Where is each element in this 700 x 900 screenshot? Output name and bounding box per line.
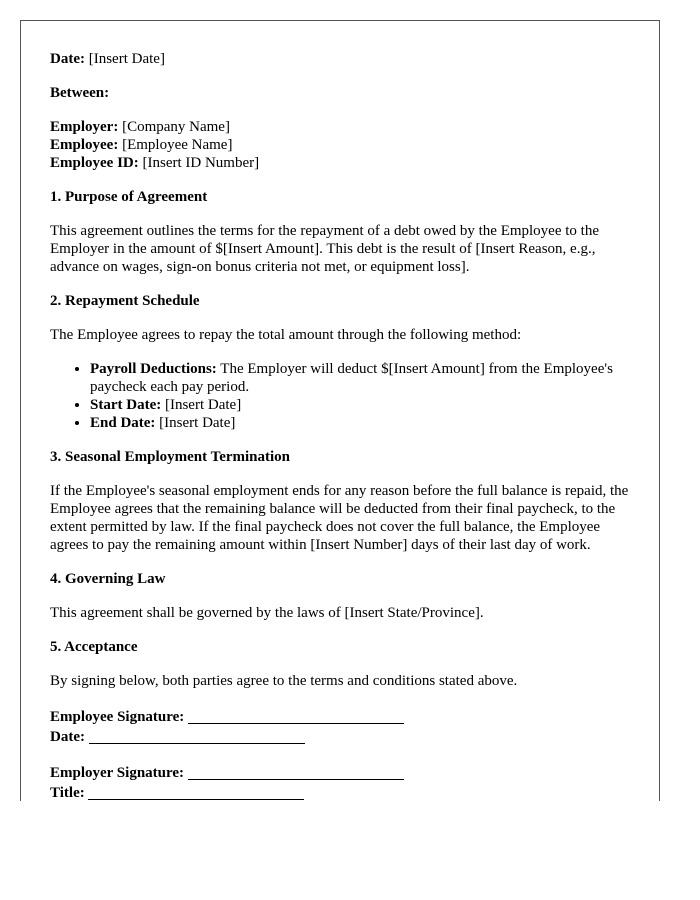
list-item-text: [Insert Date] xyxy=(164,397,242,413)
list-item-text: [Insert Date] xyxy=(159,415,236,431)
employer-value: [Company Name] xyxy=(122,119,230,135)
section-heading-termination: 3. Seasonal Employment Termination xyxy=(50,449,291,465)
section-body-repayment: The Employee agrees to repay the total amount through the following method: xyxy=(50,327,522,343)
section-body-acceptance: By signing below, both parties agree to the terms and conditions stated above. xyxy=(50,673,518,689)
employee-signature-label: Employee Signature: xyxy=(50,709,185,725)
section-body-governing-law: This agreement shall be governed by the laws of [Insert State/Province]. xyxy=(50,605,484,621)
employee-id-line xyxy=(50,154,640,172)
employer-title-field[interactable] xyxy=(88,785,304,800)
list-item xyxy=(90,414,640,432)
employer-signature-field[interactable] xyxy=(188,765,404,780)
employee-signature-block xyxy=(50,706,640,746)
section-heading-governing-law: 4. Governing Law xyxy=(50,571,166,587)
employee-signature-field[interactable] xyxy=(188,709,404,724)
document-content xyxy=(50,50,640,801)
employee-date-label: Date: xyxy=(50,729,85,745)
employer-title-label: Title: xyxy=(50,785,85,801)
date-label: Date: xyxy=(50,51,85,67)
section-heading-acceptance: 5. Acceptance xyxy=(50,639,138,655)
employer-line xyxy=(50,118,640,136)
employee-label: Employee: xyxy=(50,137,119,153)
date-value: [Insert Date] xyxy=(88,51,165,67)
employer-label: Employer: xyxy=(50,119,119,135)
section-body-purpose: This agreement outlines the terms for the repayment of a debt owed by the Employee to the Employer in the amount of $[Insert Amount]. This debt is the result of [Insert Reason, e.g., advance on wages, sign-on bonus criteria not met, or equipment loss]. xyxy=(50,223,599,275)
parties-block xyxy=(50,118,640,172)
employee-signature-line xyxy=(50,706,640,726)
section-heading-repayment: 2. Repayment Schedule xyxy=(50,293,200,309)
section-heading-purpose: 1. Purpose of Agreement xyxy=(50,189,208,205)
employee-date-field[interactable] xyxy=(89,729,305,744)
list-item-label: End Date: xyxy=(90,415,156,431)
between-label: Between: xyxy=(50,85,110,101)
employee-line xyxy=(50,136,640,154)
document-page xyxy=(20,20,660,801)
employee-id-label: Employee ID: xyxy=(50,155,139,171)
list-item xyxy=(90,396,640,414)
list-item-label: Payroll Deductions: xyxy=(90,361,217,377)
employer-title-line xyxy=(50,782,640,801)
list-item xyxy=(90,360,640,396)
employer-signature-line xyxy=(50,762,640,782)
employer-signature-block xyxy=(50,762,640,801)
employer-signature-label: Employer Signature: xyxy=(50,765,185,781)
repayment-list xyxy=(50,360,640,432)
employee-date-line xyxy=(50,726,640,746)
employee-value: [Employee Name] xyxy=(122,137,233,153)
list-item-label: Start Date: xyxy=(90,397,162,413)
list-item-text: The Employer will deduct $[Insert Amount] from the Employee's paycheck each pay period. xyxy=(90,361,613,395)
employee-id-value: [Insert ID Number] xyxy=(142,155,260,171)
date-line xyxy=(50,50,640,68)
section-body-termination: If the Employee's seasonal employment ends for any reason before the full balance is repaid, the Employee agrees that the remaining balance will be deducted from their final paycheck, to the extent permitted by law. If the final paycheck does not cover the full balance, the Employee agrees to pay the remaining amount within [Insert Number] days of their last day of work. xyxy=(50,483,629,553)
